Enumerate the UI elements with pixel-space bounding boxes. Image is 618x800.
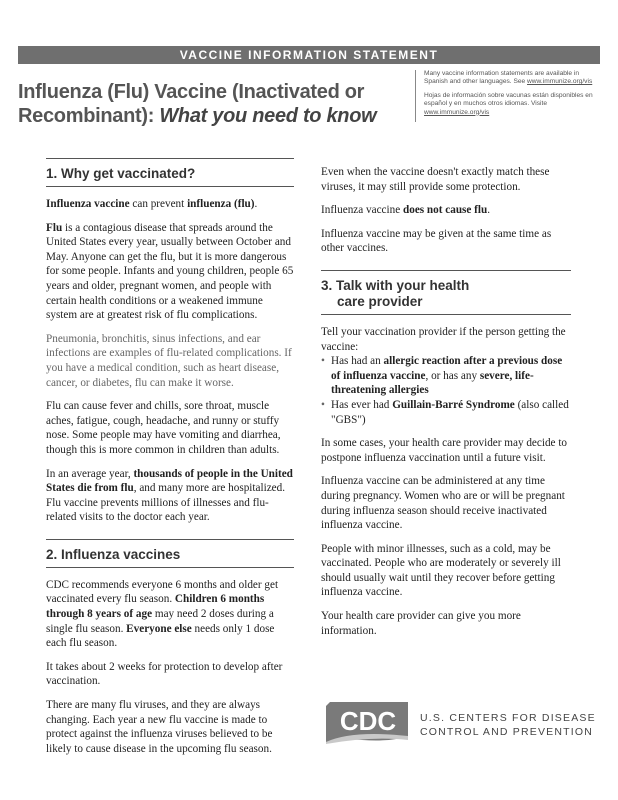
list-item: [321, 354, 571, 398]
s3-paragraph-1: Tell your vaccination provider if the person getting the vaccine:: [321, 325, 566, 353]
document-title: [18, 80, 408, 128]
s2-paragraph-2: It takes about 2 weeks for protection to develop after vaccination.: [46, 660, 283, 688]
title-line-2-main: Recombinant):: [18, 105, 160, 127]
s2-p1-bold-d: Everyone else: [126, 622, 192, 635]
s2-paragraph-6: Influenza vaccine may be given at the same time as other vaccines.: [321, 227, 552, 255]
s3-paragraph-5: Your health care provider can give you more information.: [321, 610, 521, 637]
s1-paragraph-3: Pneumonia, bronchitis, sinus infections, and ear infections are examples of flu-related complications. If you have a medical condition, such as heart disease, cancer, or diabetes, flu can make it worse.: [46, 332, 292, 389]
section-3-heading-line-1: 3. Talk with your health: [321, 277, 470, 293]
s2-p5-bold: does not cause flu: [403, 204, 488, 217]
s1-paragraph-5: [46, 467, 294, 525]
title-line-2: [18, 104, 408, 128]
s1-p2-bold: Flu: [46, 221, 63, 234]
s1-p1-bold-a: Influenza vaccine: [46, 198, 130, 210]
language-note-spanish: [424, 92, 599, 117]
s1-p1-end: .: [254, 198, 258, 210]
s2-p5-end: .: [487, 204, 491, 217]
s3-b2-text-a: Has ever had: [331, 398, 393, 411]
vis-link-spanish[interactable]: www.immunize.org/vis: [424, 108, 490, 116]
s1-p1-text: can prevent: [129, 198, 188, 210]
s1-paragraph-4: Flu can cause fever and chills, sore throat, muscle aches, fatigue, cough, headache, and runny or stuffy nose. Some people may have vomiting and diarrhea, though this is more common in children than adults.: [46, 400, 281, 456]
s2-paragraph-4: Even when the vaccine doesn't exactly match these viruses, it may still provide some protection.: [321, 166, 550, 193]
section-3-heading-line-2: care provider: [337, 293, 423, 309]
left-column: [46, 158, 294, 765]
s2-paragraph-1: [46, 578, 294, 651]
s1-p5-text-a: In an average year,: [46, 467, 134, 480]
s3-b1-bold-d: severe, life-threatening allergies: [331, 369, 534, 397]
agency-name: [420, 711, 596, 739]
title-subtitle: What you need to know: [159, 105, 377, 127]
language-note-english-text: Many vaccine information statements are available in Spanish and other languages. See: [424, 70, 580, 86]
s3-b1-text-a: Has had an: [331, 355, 384, 368]
s3-bullet-list: [321, 354, 571, 427]
title-line-1: Influenza (Flu) Vaccine (Inactivated or: [18, 81, 365, 103]
section-2-heading: 2. Influenza vaccines: [46, 539, 294, 568]
s1-p5-bold: thousands of people in the United States die from flu: [46, 467, 293, 495]
s3-b1-bold-b: allergic reaction after a previous dose of influenza vaccine: [331, 355, 563, 382]
s1-paragraph-2: [46, 221, 294, 323]
vis-banner: VACCINE INFORMATION STATEMENT: [18, 46, 600, 64]
s3-b2-text-c: (also called "GBS"): [331, 398, 569, 426]
agency-name-line-2: CONTROL AND PREVENTION: [420, 726, 594, 738]
s2-paragraph-5: [321, 203, 571, 218]
cdc-logo-text: CDC: [339, 706, 397, 736]
language-note-english: [424, 70, 599, 87]
language-note: [415, 70, 599, 122]
section-1-heading: 1. Why get vaccinated?: [46, 158, 294, 187]
s2-p5-text-a: Influenza vaccine: [321, 204, 403, 217]
language-note-spanish-text: Hojas de información sobre vacunas están disponibles en español y en muchos otros idiomas. Visite: [424, 91, 593, 108]
s3-b2-bold: Guillain-Barré Syndrome: [392, 398, 515, 411]
cdc-logo: [322, 700, 412, 744]
s2-p1-text-c: may need 2 doses during a single flu season.: [46, 608, 274, 635]
vis-link-english[interactable]: www.immunize.org/vis: [527, 78, 593, 86]
s2-p1-text-a: CDC recommends everyone 6 months and older get vaccinated every flu season.: [46, 578, 279, 606]
s2-p1-text-e: needs only 1 dose each flu season.: [46, 622, 275, 650]
s1-p1-bold-c: influenza (flu): [187, 198, 255, 210]
s2-paragraph-3: There are many flu viruses, and they are always changing. Each year a new flu vaccine is made to protect against the influenza viruses believed to be likely to cause disease in the upcoming flu season.: [46, 699, 273, 755]
s2-p1-bold-b: Children 6 months through 8 years of age: [46, 593, 265, 621]
s3-paragraph-3: Influenza vaccine can be administered at any time during pregnancy. Women who are or will be pregnant during influenza season should receive inactivated influenza vaccine.: [321, 475, 565, 532]
s1-p2-text: is a contagious disease that spreads around the United States every year, usually between October and May. Anyone can get the flu, but it is more dangerous for some people. Infants and young children, people 65 years and older, pregnant women, and people with certain health conditions or a weakened immune system are at greatest risk of flu complications.: [46, 221, 294, 322]
s3-b1-text-c: , or has any: [425, 369, 480, 382]
agency-name-line-1: U.S. CENTERS FOR DISEASE: [420, 712, 596, 724]
s3-paragraph-4: People with minor illnesses, such as a cold, may be vaccinated. People who are moderately or severely ill should usually wait until they recover before getting influenza vaccine.: [321, 542, 561, 599]
s1-p5-text-c: , and many more are hospitalized. Flu vaccine prevents millions of illnesses and flu-related visits to the doctor each year.: [46, 482, 286, 524]
s1-paragraph-1: [46, 197, 294, 212]
section-3-heading: [321, 270, 571, 315]
list-item: [321, 398, 571, 427]
s3-paragraph-2: In some cases, your health care provider may decide to postpone influenza vaccination until a future visit.: [321, 437, 568, 464]
right-column: [321, 165, 571, 647]
